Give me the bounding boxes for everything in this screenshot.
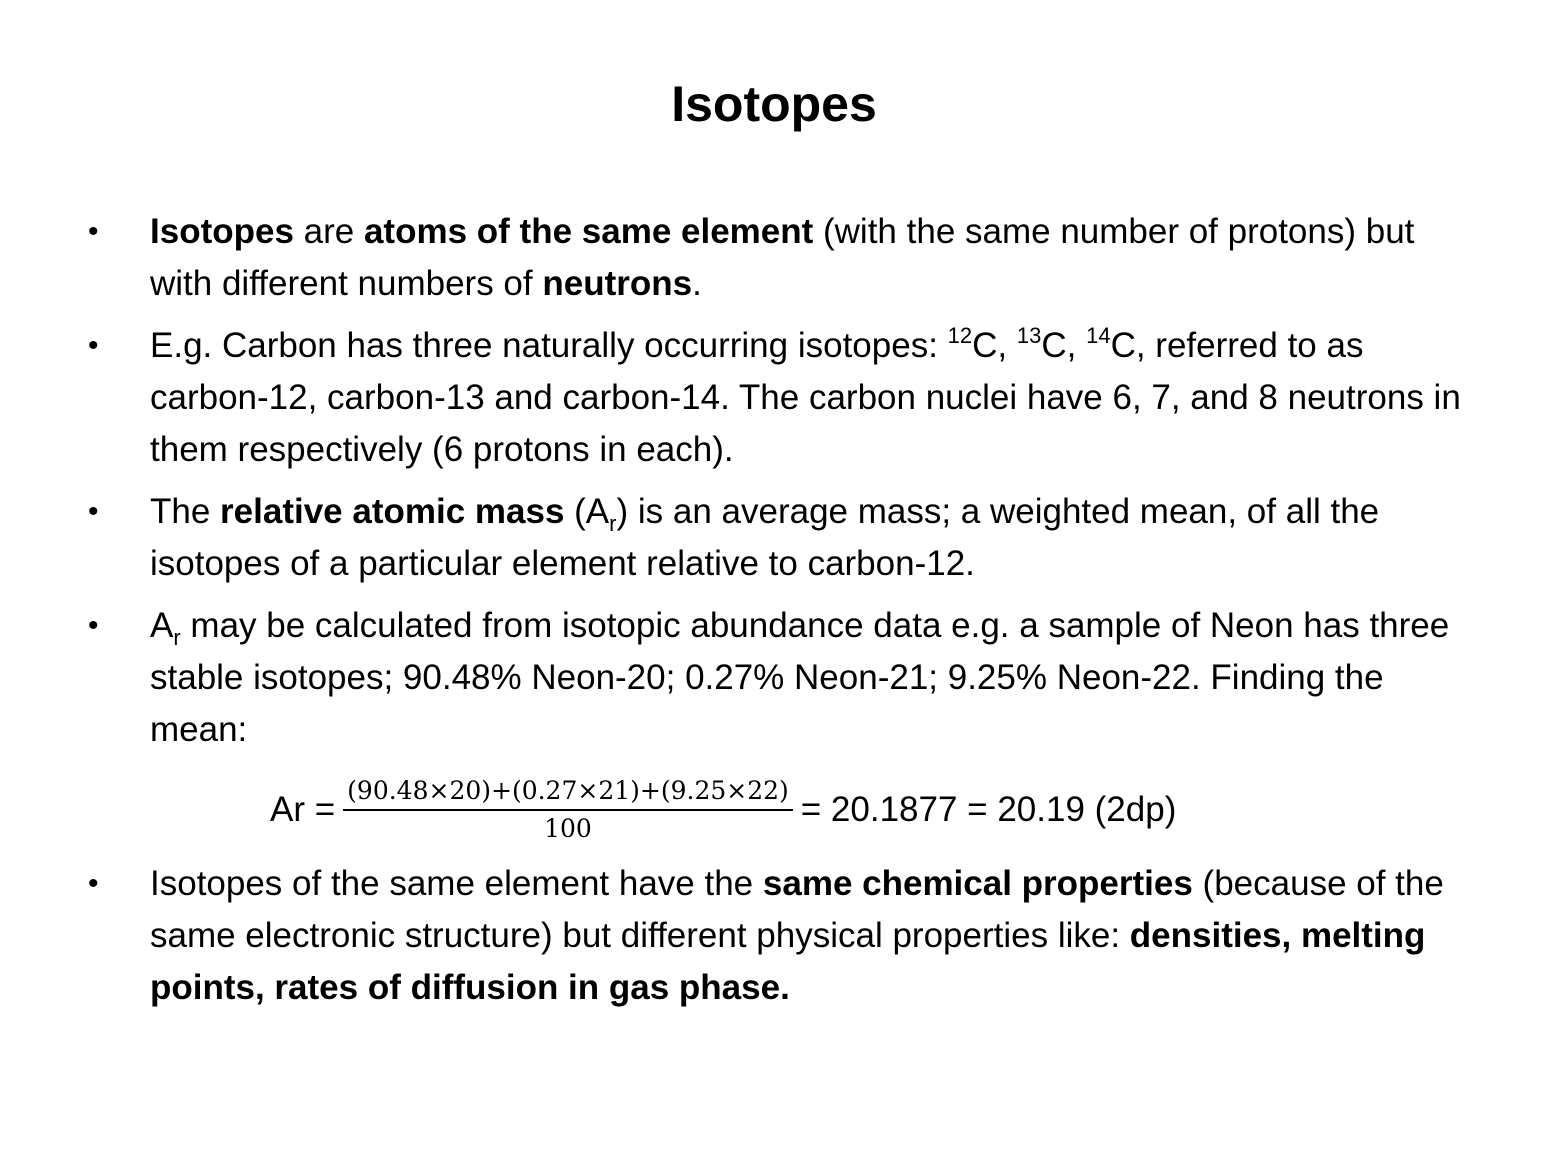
bullet-isotopes-definition <box>0 206 1548 310</box>
equation-numerator: (90.48×20)+(0.27×21)+(9.25×22) <box>347 776 789 805</box>
bullet-marker: • <box>88 329 99 362</box>
subscript: r <box>173 625 181 650</box>
bullet-carbon-example <box>0 320 1548 476</box>
term-same-element: atoms of the same element <box>363 212 814 251</box>
bullet-list-continued <box>0 858 1548 1024</box>
equation-fraction <box>343 775 793 845</box>
text: (with the same number of protons) but with different numbers of <box>150 212 1415 303</box>
ar-equation <box>270 770 1176 850</box>
bullet-relative-atomic-mass <box>0 486 1548 590</box>
bullet-marker: • <box>88 495 99 528</box>
text: are <box>293 212 364 251</box>
bullet-list <box>0 206 1548 766</box>
term-same-chemical-properties: same chemical properties <box>762 864 1193 903</box>
mass-number: 14 <box>1086 323 1111 348</box>
term-neutrons: neutrons <box>542 264 693 303</box>
term-isotopes: Isotopes <box>150 212 294 251</box>
text: A <box>150 606 174 645</box>
equation-rhs: = 20.1877 = 20.19 (2dp) <box>800 790 1177 829</box>
slide-title: Isotopes <box>671 76 877 132</box>
mass-number: 12 <box>947 323 973 348</box>
bullet-chemical-properties <box>0 858 1548 1014</box>
subscript: r <box>609 511 617 536</box>
equation-denominator: 100 <box>544 814 592 843</box>
text: Isotopes of the same element have the <box>150 864 763 903</box>
text: E.g. Carbon has three naturally occurring isotopes: <box>150 326 948 365</box>
bullet-marker: • <box>88 215 99 248</box>
text: The <box>150 492 221 531</box>
bullet-marker: • <box>88 867 99 900</box>
text: (A <box>564 492 610 531</box>
text: ) is an average mass; a weighted mean, of all the isotopes of a particular element relative to carbon-12. <box>150 492 1380 583</box>
term-relative-atomic-mass: relative atomic mass <box>220 492 565 531</box>
bullet-marker: • <box>88 609 99 642</box>
equation-lhs: Ar = <box>270 790 336 829</box>
mass-number: 13 <box>1016 323 1042 348</box>
text: C, <box>1041 326 1087 365</box>
fraction-bar <box>343 809 793 811</box>
bullet-neon-calculation <box>0 600 1548 756</box>
text: C, <box>972 326 1017 365</box>
text: . <box>692 264 702 303</box>
text: (because of the same electronic structure) but different physical properties like: <box>150 864 1444 955</box>
text: may be calculated from isotopic abundance data e.g. a sample of Neon has three stable isotopes; 90.48% Neon-20; 0.27% Neon-21; 9.25% Neon-22. Finding the mean: <box>150 606 1450 749</box>
text: C, referred to as carbon-12, carbon-13 and carbon-14. The carbon nuclei have 6, 7, and 8 neutrons in them respectively (6 protons in each). <box>150 326 1461 469</box>
term-physical-properties: densities, melting points, rates of diffusion in gas phase. <box>150 916 1426 1007</box>
